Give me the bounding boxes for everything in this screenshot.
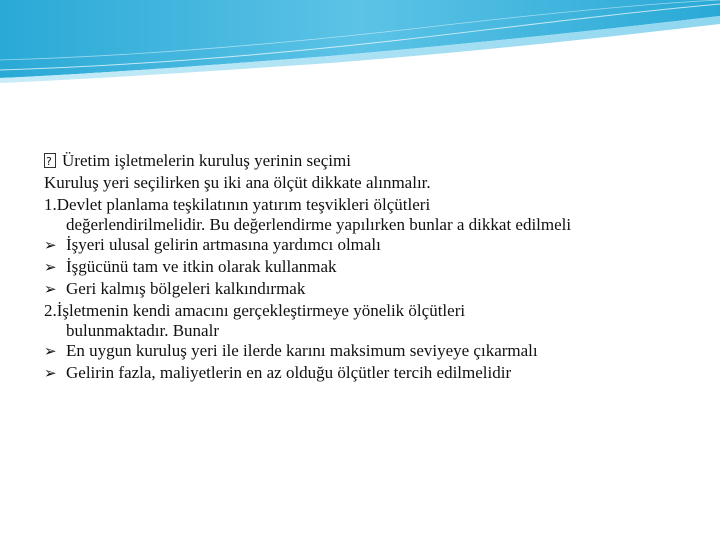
list-item — [44, 340, 684, 362]
list-item — [44, 256, 684, 278]
intro-text: Kuruluş yeri seçilirken şu iki ana ölçüt dikkate alınmalır. — [44, 173, 431, 192]
list-item — [44, 278, 684, 300]
item-number: 1. — [44, 195, 57, 214]
slide-content — [44, 150, 684, 384]
list-item — [44, 362, 684, 384]
numbered-item-2 — [44, 300, 684, 340]
item-text-continued: değerlendirilmelidir. Bu değerlendirme yapılırken bunlar a dikkat edilmeli — [66, 215, 572, 234]
arrow-bullet-icon: ➢ — [44, 280, 57, 298]
bullet-text: İşyeri ulusal gelirin artmasına yardımcı olmalı — [66, 235, 381, 254]
wave-dark-band — [0, 0, 720, 78]
slide-title: Üretim işletmelerin kuruluş yerinin seçimi — [62, 151, 351, 170]
numbered-item-1 — [44, 194, 684, 234]
arrow-bullet-icon: ➢ — [44, 258, 57, 276]
decorative-header-wave — [0, 0, 720, 90]
item-text: İşletmenin kendi amacını gerçekleştirmeye yönelik ölçütleri — [56, 301, 466, 320]
arrow-bullet-icon: ➢ — [44, 236, 57, 254]
item-text: Devlet planlama teşkilatının yatırım teşvikleri ölçütleri — [56, 195, 431, 214]
bullet-text: Gelirin fazla, maliyetlerin en az olduğu ölçütler tercih edilmelidir — [66, 363, 512, 382]
item-text-continued: bulunmaktadır. Bunalr — [66, 321, 219, 340]
arrow-bullet-icon: ➢ — [44, 364, 57, 382]
missing-glyph-box-icon — [44, 153, 56, 168]
item-number: 2. — [44, 301, 57, 320]
slide-title-line — [44, 150, 684, 172]
list-item — [44, 234, 684, 256]
bullet-text: İşgücünü tam ve itkin olarak kullanmak — [66, 257, 337, 276]
arrow-bullet-icon: ➢ — [44, 342, 57, 360]
bullet-text: En uygun kuruluş yeri ile ilerde karını maksimum seviyeye çıkarmalı — [66, 341, 538, 360]
bullet-text: Geri kalmış bölgeleri kalkındırmak — [66, 279, 306, 298]
